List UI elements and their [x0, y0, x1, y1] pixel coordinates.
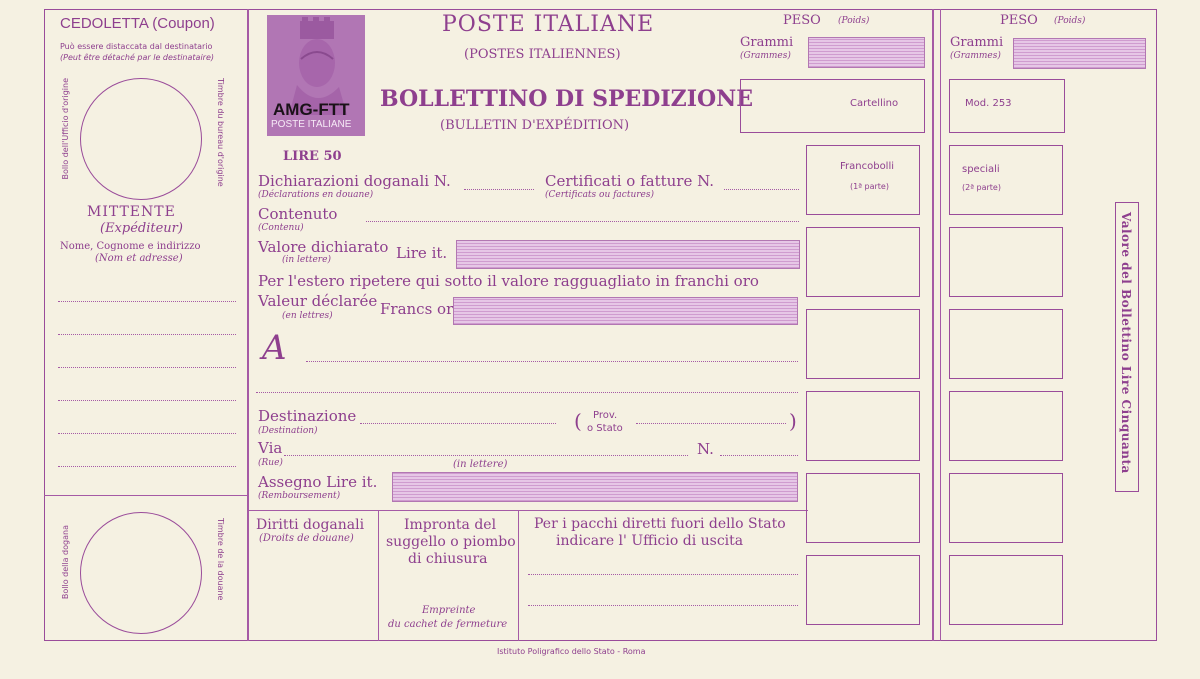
poids-label: (Poids)	[838, 16, 870, 26]
bottom-vline-2	[518, 510, 519, 641]
destination-label: (Destination)	[258, 426, 318, 436]
address-line-1	[58, 301, 236, 302]
parte2-label: (2ª parte)	[962, 183, 1001, 192]
francs-label: Francs or	[380, 300, 454, 318]
mittente-title: MITTENTE	[87, 204, 176, 220]
destinazione-line[interactable]	[360, 423, 556, 424]
stamp-box-r4	[949, 391, 1063, 461]
via-line[interactable]	[284, 455, 688, 456]
in-lettere-label: (in lettere)	[282, 255, 331, 265]
right-divider	[932, 9, 934, 641]
en-lettres-label: (en lettres)	[282, 311, 333, 321]
contenuto-line[interactable]	[366, 221, 799, 222]
addressee-line-1[interactable]	[306, 361, 798, 362]
postage-stamp	[267, 15, 365, 136]
remboursement-label: (Remboursement)	[258, 491, 341, 501]
impronta-line-3: di chiusura	[408, 551, 488, 567]
timbre-origine-label: Timbre du bureau d'origine	[216, 78, 225, 187]
contenuto-label: Contenuto	[258, 205, 338, 223]
grammi-label-2: Grammi	[950, 35, 1004, 50]
valeur-field[interactable]	[453, 297, 798, 325]
bollo-dogana-label: Bollo della dogana	[61, 525, 70, 600]
coupon-detach-it: Può essere distaccata dal destinatario	[60, 42, 213, 51]
coupon-hline	[44, 495, 248, 496]
stamp-box-r5	[949, 473, 1063, 543]
empreinte-line-2: du cachet de fermeture	[388, 619, 508, 630]
header-title-fr: (POSTES ITALIENNES)	[464, 47, 621, 62]
stamp-box-r2	[949, 227, 1063, 297]
stato-label: o Stato	[587, 423, 623, 434]
grammes-label: (Grammes)	[740, 51, 791, 61]
origin-stamp-circle	[80, 78, 202, 200]
dichiarazioni-label: Dichiarazioni doganali N.	[258, 172, 451, 190]
stamp-overprint: AMG-FTT	[273, 100, 350, 119]
address-line-6	[58, 466, 236, 467]
stamp-box-l2	[806, 227, 920, 297]
paren-close: )	[789, 409, 797, 433]
stamp-box-l5	[806, 473, 920, 543]
parte1-label: (1ª parte)	[850, 182, 889, 191]
francobolli-box	[806, 145, 920, 215]
stamp-box-r3	[949, 309, 1063, 379]
pacchi-line-2: indicare l' Ufficio di uscita	[556, 533, 744, 549]
footer-imprint: Istituto Poligrafico dello Stato - Roma	[497, 647, 646, 656]
header-title: POSTE ITALIANE	[442, 12, 655, 37]
price-label: LIRE 50	[283, 149, 342, 164]
declarations-label: (Déclarations en douane)	[258, 190, 374, 200]
dichiarazioni-line[interactable]	[464, 189, 534, 190]
speciali-label: speciali	[962, 164, 1000, 175]
valeur-label: Valeur déclarée	[258, 292, 378, 310]
address-line-5	[58, 433, 236, 434]
via-label: Via	[258, 439, 283, 457]
paren-open: (	[574, 409, 582, 433]
expediteur-label: (Expéditeur)	[100, 221, 183, 236]
mod-label: Mod. 253	[965, 98, 1012, 109]
lire-it-label: Lire it.	[396, 244, 448, 262]
stamp-box-l4	[806, 391, 920, 461]
address-line-4	[58, 400, 236, 401]
certificati-label: Certificati o fatture N.	[545, 172, 715, 190]
prov-line[interactable]	[636, 423, 786, 424]
peso-label-2: PESO	[1000, 13, 1038, 28]
weight-field-1[interactable]	[808, 37, 925, 68]
destinazione-label: Destinazione	[258, 407, 357, 425]
customs-stamp-circle	[80, 512, 202, 634]
bottom-hline	[248, 510, 808, 511]
certificati-line[interactable]	[724, 189, 799, 190]
weight-field-2[interactable]	[1013, 38, 1146, 69]
valore-field[interactable]	[456, 240, 800, 269]
form-title-fr: (BULLETIN D'EXPÉDITION)	[440, 118, 630, 133]
uscita-line-1[interactable]	[528, 574, 798, 575]
francobolli-label: Francobolli	[840, 161, 895, 172]
stamp-label: POSTE ITALIANE	[271, 119, 352, 130]
assegno-field[interactable]	[392, 472, 798, 502]
stamp-box-l3	[806, 309, 920, 379]
poids-label-2: (Poids)	[1054, 16, 1086, 26]
right-divider-2	[940, 9, 941, 641]
grammi-label: Grammi	[740, 35, 794, 50]
bollo-origine-label: Bollo dell'Ufficio d'origine	[61, 78, 70, 180]
pacchi-line-1: Per i pacchi diretti fuori dello Stato	[534, 516, 786, 532]
contenu-label: (Contenu)	[258, 223, 304, 233]
uscita-line-2[interactable]	[528, 605, 798, 606]
certificats-label: (Certificats ou factures)	[545, 190, 655, 200]
rue-label: (Rue)	[258, 458, 283, 468]
prov-label: Prov.	[593, 410, 618, 421]
cartellino-label: Cartellino	[850, 98, 899, 109]
peso-label: PESO	[783, 13, 821, 28]
n-label: N.	[697, 440, 714, 458]
addressee-line-2[interactable]	[256, 392, 798, 393]
empreinte-line-1: Empreinte	[422, 605, 476, 616]
nome-label: Nome, Cognome e indirizzo	[60, 241, 201, 252]
coupon-title: CEDOLETTA (Coupon)	[60, 15, 215, 32]
speciali-box	[949, 145, 1063, 215]
nom-label: (Nom et adresse)	[95, 253, 183, 264]
coupon-divider	[247, 9, 249, 641]
diritti-label: Diritti doganali	[256, 517, 365, 533]
a-glyph: A	[262, 328, 287, 368]
estero-label: Per l'estero ripetere qui sotto il valore ragguagliato in franchi oro	[258, 272, 759, 290]
valore-label: Valore dichiarato	[258, 238, 389, 256]
form-title: BOLLETTINO DI SPEDIZIONE	[380, 86, 754, 112]
assegno-label: Assegno Lire it.	[258, 473, 378, 491]
address-line-3	[58, 367, 236, 368]
in-lettere2-label: (in lettere)	[453, 459, 508, 470]
droits-label: (Droits de douane)	[259, 533, 354, 544]
coupon-detach-fr: (Peut être détaché par le destinataire)	[60, 53, 214, 62]
impronta-line-2: suggello o piombo	[386, 534, 516, 550]
address-line-2	[58, 334, 236, 335]
stamp-box-l6	[806, 555, 920, 625]
n-line[interactable]	[720, 455, 798, 456]
timbre-douane-label: Timbre de la douane	[216, 518, 225, 601]
grammes-label-2: (Grammes)	[950, 51, 1001, 61]
stamp-box-r6	[949, 555, 1063, 625]
impronta-line-1: Impronta del	[404, 517, 497, 533]
side-label: Valore del Bollettino Lire Cinquanta	[1119, 212, 1133, 474]
bottom-vline-1	[378, 510, 379, 641]
